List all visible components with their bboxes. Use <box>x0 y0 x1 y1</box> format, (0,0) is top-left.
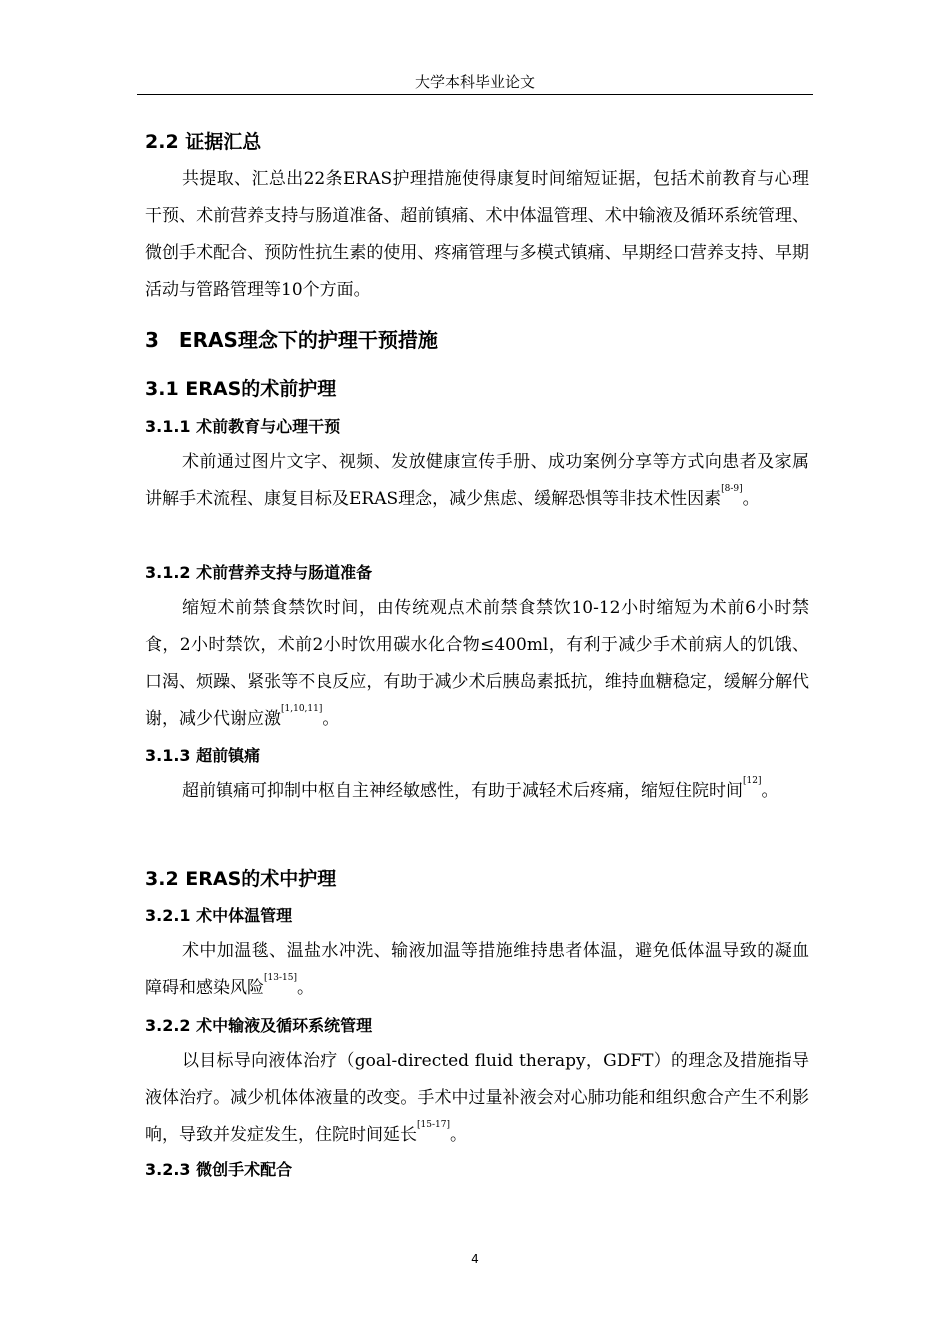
paragraph-text: 超前镇痛可抑制中枢自主神经敏感性，有助于减轻术后疼痛，缩短住院时间 <box>182 781 743 801</box>
heading-3-2-3: 3.2.3 微创手术配合 <box>145 1160 293 1179</box>
paragraph-3-2-2 <box>145 1043 809 1154</box>
paragraph-3-1-2 <box>145 590 809 738</box>
heading-3: 3 ERAS理念下的护理干预措施 <box>145 328 438 352</box>
paragraph-end: 。 <box>761 781 779 801</box>
paragraph-3-1-3 <box>145 773 809 810</box>
paragraph-end: 。 <box>742 489 760 509</box>
heading-2-2: 2.2 证据汇总 <box>145 131 262 153</box>
paragraph-text: 术前通过图片文字、视频、发放健康宣传手册、成功案例分享等方式向患者及家属讲解手术流程、康复目标及ERAS理念，减少焦虑、缓解恐惧等非技术性因素 <box>145 452 809 509</box>
paragraph-text: 缩短术前禁食禁饮时间，由传统观点术前禁食禁饮10-12小时缩短为术前6小时禁食，2小时禁饮，术前2小时饮用碳水化合物≤400ml，有利于减少手术前病人的饥饿、口渴、烦躁、紧张等不良反应，有助于减少术后胰岛素抵抗，维持血糖稳定，缓解分解代谢，减少代谢应激 <box>145 598 809 729</box>
citation: [13-15] <box>264 973 297 983</box>
paragraph-text: 以目标导向液体治疗（goal-directed fluid therapy，GDFT）的理念及措施指导液体治疗。减少机体体液量的改变。手术中过量补液会对心肺功能和组织愈合产生不利影响，导致并发症发生，住院时间延长 <box>145 1051 809 1145</box>
citation: [12] <box>743 776 762 786</box>
paragraph-end: 。 <box>449 1125 467 1145</box>
heading-3-2-2: 3.2.2 术中输液及循环系统管理 <box>145 1016 373 1035</box>
paragraph-3-1-1 <box>145 444 809 518</box>
paragraph-2-2: 共提取、汇总出22条ERAS护理措施使得康复时间缩短证据，包括术前教育与心理干预、术前营养支持与肠道准备、超前镇痛、术中体温管理、术中输液及循环系统管理、微创手术配合、预防性抗生素的使用、疼痛管理与多模式镇痛、早期经口营养支持、早期活动与管路管理等10个方面。 <box>145 169 809 300</box>
running-header: 大学本科毕业论文 <box>414 73 535 91</box>
paragraph-end: 。 <box>296 978 314 998</box>
heading-3-2-1: 3.2.1 术中体温管理 <box>145 906 293 925</box>
heading-3-1-3: 3.1.3 超前镇痛 <box>145 746 261 765</box>
page-number: 4 <box>471 1252 479 1266</box>
citation: [1,10,11] <box>281 704 323 714</box>
heading-3-2: 3.2 ERAS的术中护理 <box>145 868 337 890</box>
citation: [8-9] <box>721 484 743 494</box>
heading-3-1: 3.1 ERAS的术前护理 <box>145 378 337 400</box>
citation: [15-17] <box>417 1120 450 1130</box>
paragraph-end: 。 <box>322 709 340 729</box>
header-rule <box>137 94 813 95</box>
heading-3-1-1: 3.1.1 术前教育与心理干预 <box>145 417 341 436</box>
heading-3-1-2: 3.1.2 术前营养支持与肠道准备 <box>145 563 373 582</box>
paragraph-3-2-1 <box>145 933 809 1007</box>
paragraph-text: 术中加温毯、温盐水冲洗、输液加温等措施维持患者体温，避免低体温导致的凝血障碍和感染风险 <box>145 941 809 998</box>
